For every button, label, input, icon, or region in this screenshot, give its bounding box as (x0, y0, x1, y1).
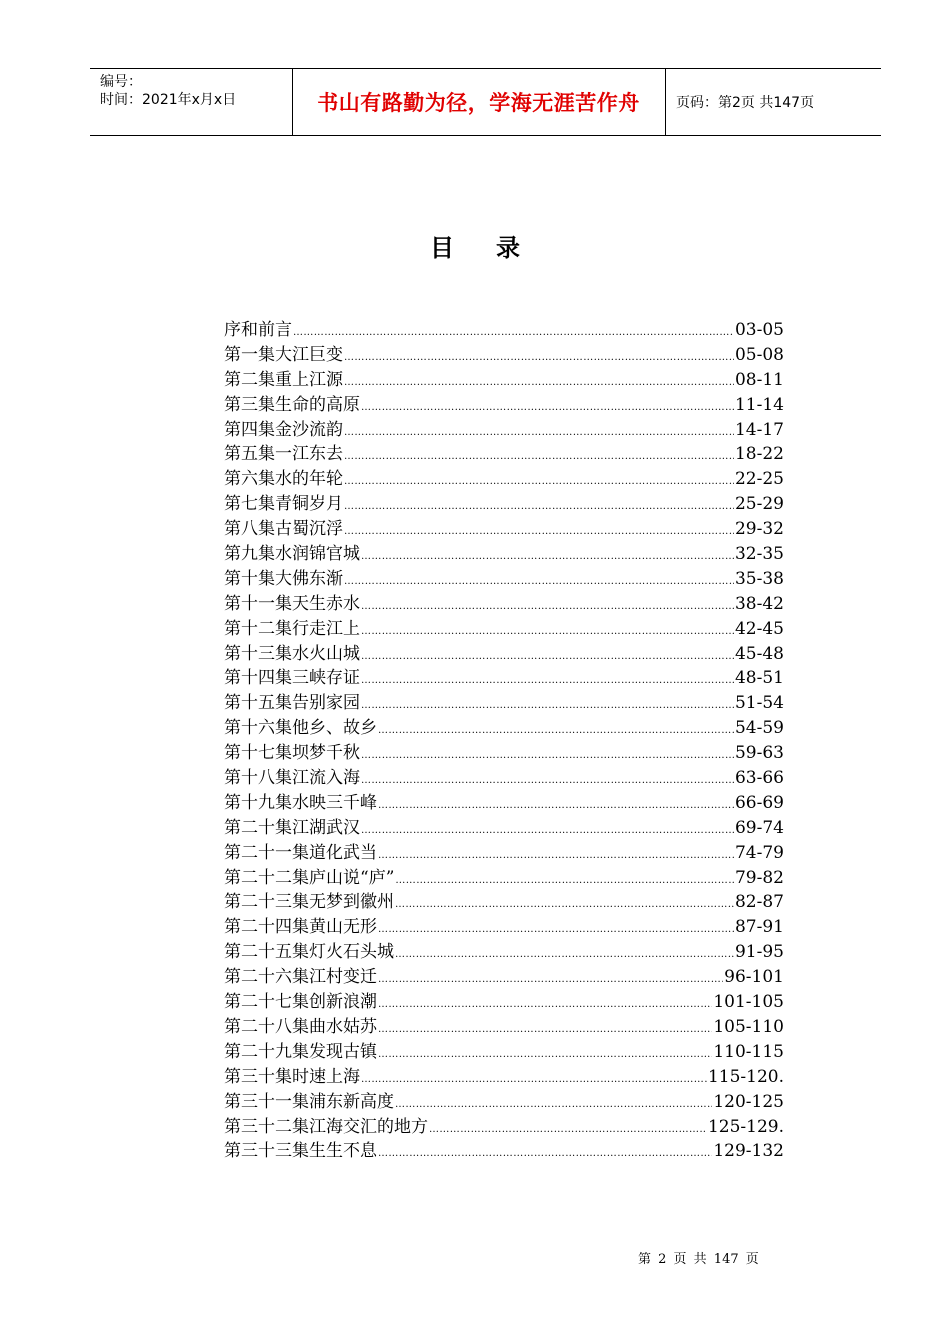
toc-entry (224, 716, 784, 741)
toc-leader-dots (378, 993, 712, 1018)
toc-entry (224, 1015, 784, 1040)
toc-leader-dots (378, 1018, 712, 1043)
toc-entry-pages: 59-63 (734, 743, 784, 764)
toc-leader-dots (344, 346, 734, 371)
header-page-cell (666, 69, 881, 135)
toc-entry (224, 542, 784, 567)
toc-entry-title: 第十八集江流入海 (224, 768, 360, 789)
toc-entry-pages: 115-120. (707, 1066, 784, 1087)
toc-entry (224, 418, 784, 443)
toc-leader-dots (429, 1118, 707, 1143)
toc-entry-title: 第十集大佛东渐 (224, 568, 343, 589)
toc-entry-pages: 63-66 (734, 768, 784, 789)
toc-entry (224, 567, 784, 592)
toc-leader-dots (361, 769, 734, 794)
toc-entry-title: 第十五集告别家园 (224, 693, 360, 714)
toc-entry-title: 第十六集他乡、故乡 (224, 718, 377, 739)
toc-entry (224, 592, 784, 617)
header-motto: 书山有路勤为径，学海无涯苦作舟 (317, 91, 640, 115)
toc-entry-pages: 105-110 (713, 1016, 784, 1037)
toc-entry-pages: 69-74 (734, 817, 784, 838)
toc-entry (224, 1090, 784, 1115)
toc-entry-pages: 08-11 (734, 369, 784, 390)
toc-leader-dots (378, 1043, 712, 1068)
toc-entry-pages: 05-08 (734, 344, 784, 365)
toc-entry-title: 第十四集三峡存证 (224, 668, 360, 689)
toc-entry-pages: 45-48 (734, 643, 784, 664)
toc-entry (224, 442, 784, 467)
toc-entry (224, 1139, 784, 1164)
toc-entry (224, 642, 784, 667)
toc-entry-pages: 120-125 (713, 1091, 784, 1112)
toc-entry (224, 666, 784, 691)
toc-entry (224, 691, 784, 716)
toc-leader-dots (361, 645, 734, 670)
toc-entry (224, 791, 784, 816)
toc-entry (224, 318, 784, 343)
toc-leader-dots (378, 1142, 712, 1167)
toc-entry-title: 第十七集坝梦千秋 (224, 743, 360, 764)
toc-entry (224, 517, 784, 542)
toc-entry-pages: 54-59 (734, 718, 784, 739)
toc-entry-pages: 125-129. (707, 1116, 784, 1137)
toc-entry (224, 965, 784, 990)
toc-entry-title: 第十二集行走江上 (224, 618, 360, 639)
toc-entry (224, 1115, 784, 1140)
toc-entry-title: 第三十二集江海交汇的地方 (224, 1116, 428, 1137)
toc-leader-dots (293, 321, 734, 346)
toc-entry (224, 617, 784, 642)
toc-entry-pages: 91-95 (734, 942, 784, 963)
document-number-label: 编号： (100, 74, 142, 90)
toc-leader-dots (361, 396, 734, 421)
toc-leader-dots (395, 893, 734, 918)
toc-leader-dots (395, 943, 734, 968)
toc-leader-dots (361, 694, 734, 719)
toc-entry-title: 第十一集天生赤水 (224, 593, 360, 614)
toc-entry-title: 第二十二集庐山说“庐” (224, 867, 395, 888)
toc-entry-title: 第三十一集浦东新高度 (224, 1091, 394, 1112)
header-meta-cell (90, 69, 293, 135)
toc-entry (224, 841, 784, 866)
toc-entry (224, 467, 784, 492)
toc-entry-pages: 14-17 (734, 419, 784, 440)
toc-entry-pages: 42-45 (734, 618, 784, 639)
toc-entry-title: 第三十三集生生不息 (224, 1141, 377, 1162)
toc-leader-dots (344, 371, 734, 396)
toc-entry-pages: 32-35 (734, 544, 784, 565)
toc-entry-pages: 101-105 (713, 992, 784, 1013)
toc-entry-title: 第二十三集无梦到徽州 (224, 892, 394, 913)
toc-entry-title: 第四集金沙流韵 (224, 419, 343, 440)
page-footer: 第 2 页 共 147 页 (638, 1252, 759, 1267)
toc-leader-dots (344, 570, 734, 595)
toc-leader-dots (361, 595, 734, 620)
toc-leader-dots (395, 869, 734, 894)
toc-entry-title: 第二十七集创新浪潮 (224, 992, 377, 1013)
toc-leader-dots (378, 794, 734, 819)
toc-leader-dots (361, 620, 734, 645)
toc-title: 目录 (430, 233, 562, 262)
table-of-contents (224, 318, 784, 1164)
toc-entry-pages: 66-69 (734, 792, 784, 813)
toc-leader-dots (378, 968, 723, 993)
toc-leader-dots (344, 470, 734, 495)
toc-entry-title: 第二集重上江源 (224, 369, 343, 390)
toc-entry-pages: 38-42 (734, 593, 784, 614)
toc-entry (224, 915, 784, 940)
toc-entry (224, 990, 784, 1015)
toc-leader-dots (378, 844, 734, 869)
toc-entry-pages: 74-79 (734, 842, 784, 863)
toc-entry-pages: 18-22 (734, 444, 784, 465)
toc-entry (224, 1065, 784, 1090)
page-header (90, 68, 881, 136)
toc-entry (224, 890, 784, 915)
toc-entry (224, 492, 784, 517)
toc-entry-title: 第十九集水映三千峰 (224, 792, 377, 813)
toc-leader-dots (361, 819, 734, 844)
toc-leader-dots (361, 744, 734, 769)
toc-entry (224, 741, 784, 766)
toc-entry-pages: 79-82 (734, 867, 784, 888)
toc-entry-pages: 48-51 (734, 668, 784, 689)
toc-entry-pages: 129-132 (713, 1141, 784, 1162)
toc-entry-pages: 22-25 (734, 469, 784, 490)
header-motto-cell (292, 69, 666, 135)
toc-entry-title: 第十三集水火山城 (224, 643, 360, 664)
toc-leader-dots (361, 1068, 707, 1093)
toc-entry (224, 1040, 784, 1065)
toc-entry-title: 第七集青铜岁月 (224, 494, 343, 515)
toc-entry-title: 第二十五集灯火石头城 (224, 942, 394, 963)
toc-entry-title: 第一集大江巨变 (224, 344, 343, 365)
toc-entry-pages: 82-87 (734, 892, 784, 913)
toc-leader-dots (361, 545, 734, 570)
toc-entry (224, 866, 784, 891)
toc-entry-pages: 25-29 (734, 494, 784, 515)
toc-entry-title: 序和前言 (224, 320, 292, 340)
toc-entry (224, 816, 784, 841)
toc-leader-dots (395, 1093, 712, 1118)
toc-entry-title: 第二十集江湖武汉 (224, 817, 360, 838)
toc-leader-dots (361, 669, 734, 694)
toc-entry (224, 393, 784, 418)
header-page-info: 页码：第2页 共147页 (676, 95, 815, 111)
toc-entry-pages: 35-38 (734, 568, 784, 589)
toc-entry-title: 第八集古蜀沉浮 (224, 519, 343, 540)
toc-entry-title: 第二十六集江村变迁 (224, 967, 377, 988)
toc-entry-pages: 03-05 (734, 320, 784, 340)
toc-entry-pages: 110-115 (713, 1041, 784, 1062)
toc-entry-pages: 87-91 (734, 917, 784, 938)
toc-entry-title: 第六集水的年轮 (224, 469, 343, 490)
toc-entry (224, 766, 784, 791)
toc-leader-dots (344, 445, 734, 470)
toc-entry-title: 第三集生命的高原 (224, 394, 360, 415)
toc-entry-title: 第五集一江东去 (224, 444, 343, 465)
toc-leader-dots (344, 421, 734, 446)
toc-leader-dots (344, 495, 734, 520)
toc-entry-pages: 96-101 (724, 967, 784, 988)
toc-entry-pages: 11-14 (734, 394, 784, 415)
toc-entry-pages: 51-54 (734, 693, 784, 714)
document-time-label: 时间：2021年x月x日 (100, 92, 237, 108)
toc-entry (224, 368, 784, 393)
toc-leader-dots (344, 520, 734, 545)
toc-entry-title: 第三十集时速上海 (224, 1066, 360, 1087)
toc-leader-dots (378, 719, 734, 744)
toc-entry-title: 第二十八集曲水姑苏 (224, 1016, 377, 1037)
toc-entry-title: 第二十四集黄山无形 (224, 917, 377, 938)
toc-entry (224, 343, 784, 368)
toc-entry-pages: 29-32 (734, 519, 784, 540)
toc-entry-title: 第九集水润锦官城 (224, 544, 360, 565)
toc-entry (224, 940, 784, 965)
toc-entry-title: 第二十九集发现古镇 (224, 1041, 377, 1062)
toc-leader-dots (378, 918, 734, 943)
toc-entry-title: 第二十一集道化武当 (224, 842, 377, 863)
